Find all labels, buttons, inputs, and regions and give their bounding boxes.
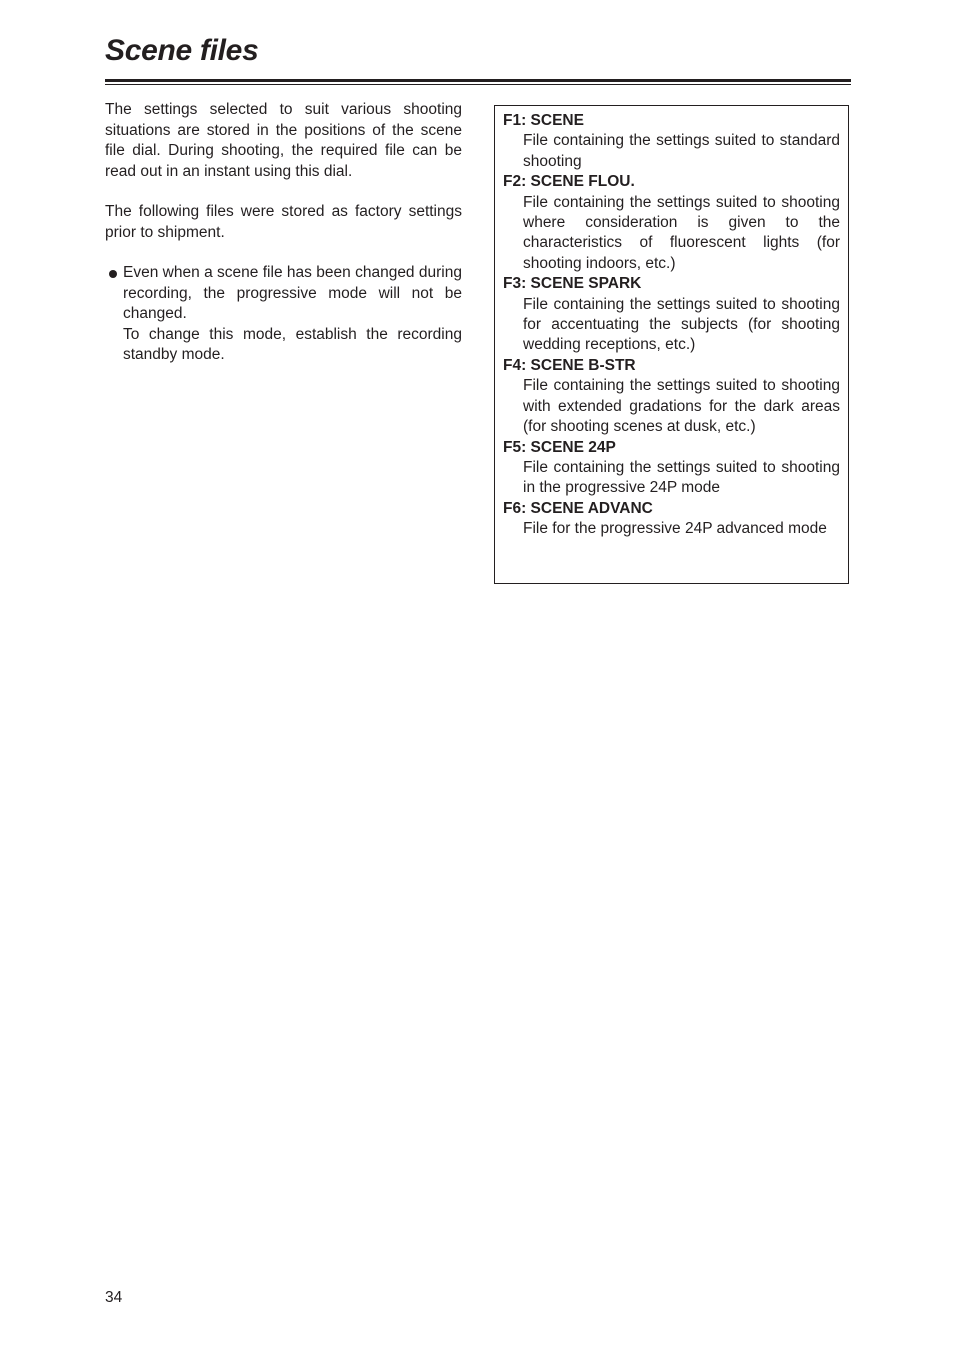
scene-file-name: F4: SCENE B-STR [503, 356, 636, 374]
scene-file-name: F3: SCENE SPARK [503, 275, 642, 293]
scene-file-name: F6: SCENE ADVANC [503, 499, 653, 517]
scene-file-description: File containing the settings suited to shooting for accentuating the subjects (for shooting wedding receptions, etc.) [523, 295, 840, 354]
note-text: Even when a scene file has been changed during recording, the progressive mode will not be changed. [123, 264, 462, 322]
title-rule-thick [105, 79, 851, 82]
scene-file-description: File for the progressive 24P advanced mode [523, 520, 827, 538]
note-bullet-item [105, 263, 462, 366]
scene-file-entry [503, 111, 840, 172]
note-instruction: To change this mode, establish the recording standby mode. [123, 325, 462, 363]
intro-column [105, 100, 462, 366]
scene-file-name: F2: SCENE FLOU. [503, 173, 635, 191]
bullet-icon [109, 270, 117, 278]
scene-file-entry [503, 172, 840, 274]
scene-file-entry [503, 499, 840, 540]
scene-file-description: File containing the settings suited to standard shooting [523, 132, 840, 170]
scene-file-description: File containing the settings suited to shooting with extended gradations for the dark areas (for shooting scenes at dusk, etc.) [523, 377, 840, 436]
scene-file-description: File containing the settings suited to shooting in the progressive 24P mode [523, 458, 840, 497]
factory-settings-paragraph: The following files were stored as factory settings prior to shipment. [105, 203, 462, 241]
scene-file-entry [503, 356, 840, 438]
scene-file-entry [503, 274, 840, 356]
scene-file-description: File containing the settings suited to shooting where consideration is given to the characteristics of fluorescent lights (for shooting indoors, etc.) [523, 193, 840, 272]
page-number: 34 [105, 1289, 123, 1306]
scene-file-entry [503, 438, 840, 499]
title-rule-thin [105, 84, 851, 85]
scene-file-name: F5: SCENE 24P [503, 438, 616, 456]
page-title: Scene files [105, 34, 259, 67]
scene-file-name: F1: SCENE [503, 112, 584, 129]
scene-file-list-box [494, 105, 849, 584]
intro-paragraph: The settings selected to suit various shooting situations are stored in the positions of the scene file dial. During shooting, the required file can be read out in an instant using this dial. [105, 101, 462, 180]
